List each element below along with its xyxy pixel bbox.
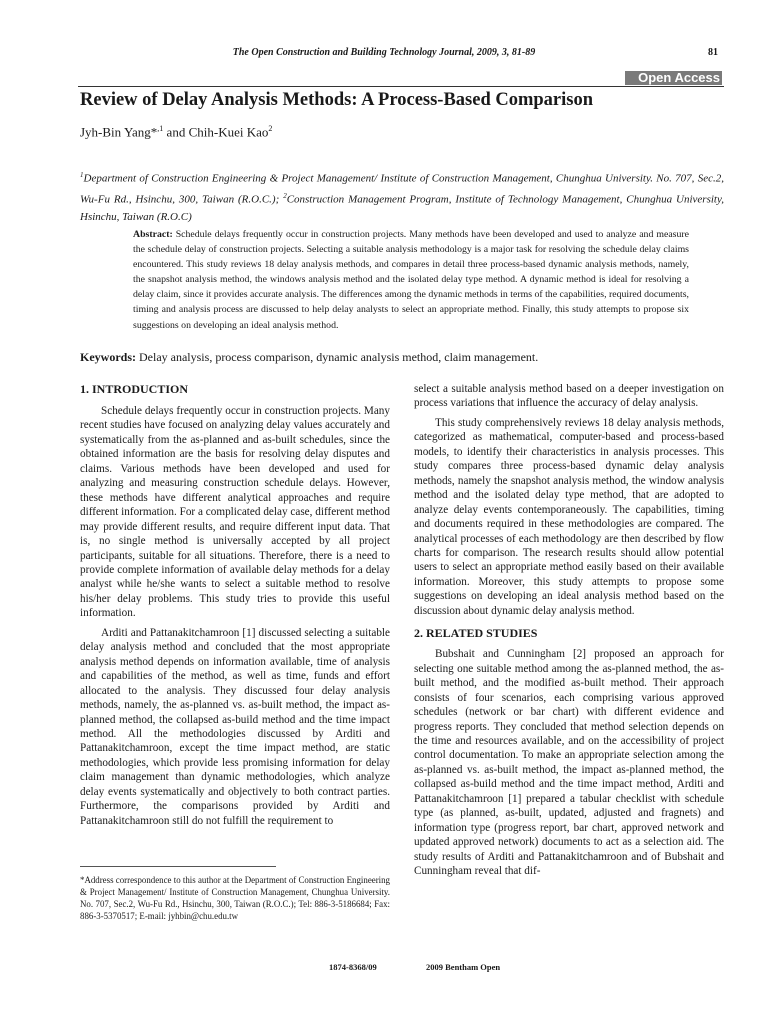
abstract-text: Schedule delays frequently occur in construction projects. Many methods have been developed and used to analyze and measure the schedule delay of construction projects. Selecting a suitable analysis methodology is a major task for resolving the schedule delay claims encountered. This study reviews 18 delay analysis methods, and compares in detail three process-based dynamic analysis methods, namely, the snapshot analysis method, the windows analysis method and the isolated delay type method. A dynamic method is ideal for resolving a delay claim, since it provides accurate analysis. The differences among the dynamic methods in terms of the capabilities, required documents, timing and analysis process are discussed to help delay analysts to select an appropriate method. Finally, this study attempts to propose six suggestions on developing an ideal analysis method. [133, 229, 690, 331]
affiliation-2-mark: 2 [283, 192, 287, 201]
running-header: The Open Construction and Building Technology Journal, 2009, 3, 81-89 [232, 47, 536, 58]
publisher-line: 2009 Bentham Open [426, 962, 501, 972]
paragraph: This study comprehensively reviews 18 delay analysis methods, categorized as mathematical, computer-based and process-based models, to identify their characteristics in analysis processes. This study compares three process-based dynamic delay analysis methods, namely the snapshot analysis method, the window analysis method and the isolated delay type method, that are adopted to analyze delay events contemporaneously. The capabilities, timing and documents required in these methodologies are compared. The analytical processes of each methodology are then described by flow charts for comparison. The research results should allow potential users to select an appropriate method easily based on their available information. Moreover, this study attempts to propose some suggestions on developing an ideal analysis method based on the discussion about dynamic delay analysis method. [414, 416, 724, 617]
affiliation-1-mark: 1 [80, 171, 84, 179]
paper-title: Review of Delay Analysis Methods: A Process-Based Comparison [80, 90, 594, 110]
paragraph: select a suitable analysis method based on a deeper investigation on process variations that influence the accuracy of delay analysis. [414, 383, 724, 410]
affiliation-2: Construction Management Program, Institute of Technology Management, Chunghua University, Hsinchu, Taiwan (R.O.C) [80, 193, 725, 224]
paragraph: Bubshait and Cunningham [2] proposed an approach for selecting one suitable method among the as-planned method, the as-built method, and the modified as-built method. Their approach consists of four scenarios, each comprising various approved schedules (network or bar chart) with different evidence and progress reports. They concluded that method selection depends on the time and resources available, and on the accessibility of project control documentation. To make an appropriate selection among the as-planned vs. as-built method, the impact as-planned method, the collapsed as-build method and the time impact method, Arditi and Pattanakitchamroon [1] prepared a tabular checklist with schedule type (as planned, as-built, updated, adjusted and fragnets) and information type (progress report, bar chart, approved network and updated approved network) documents to act as a selection aid. The study results of Arditi and Pattanakitchamroon and of Bubshait and Cunningham reveal that dif- [414, 648, 724, 878]
page-number: 81 [708, 47, 718, 58]
paragraph: Arditi and Pattanakitchamroon [1] discussed selecting a suitable delay analysis method and concluded that the most appropriate analysis method depends on information available, time of analysis and capabilities of the method, as well as time, funds and effort allocated to the analysis. They discussed four delay analysis methods, namely, the as-planned vs. as-built method, the impact as-planned method, the collapsed as-build method and the time impact method. All the methodologies discussed by Arditi and Pattanakitchamroon, except the time impact method, are static methodologies, which provide less promising information for delay claim management than dynamic methodologies, which analyze delay events systematically and objectively to both contract parties. Furthermore, the comparisons provided by Arditi and Pattanakitchamroon still do not fulfill the requirement to [80, 626, 390, 827]
footnote-rule [80, 866, 276, 867]
author-1-affiliation-mark: ,1 [157, 124, 164, 133]
keywords-text: Delay analysis, process comparison, dynamic analysis method, claim management. [139, 350, 539, 364]
affiliations [80, 167, 724, 227]
section-heading-related-studies: 2. RELATED STUDIES [414, 626, 538, 641]
author-2: Chih-Kuei Kao [188, 124, 269, 140]
header-rule [78, 86, 724, 87]
section-heading-introduction: 1. INTRODUCTION [80, 382, 189, 396]
author-1: Jyh-Bin Yang* [80, 124, 158, 140]
correspondence-footnote: *Address correspondence to this author at the Department of Construction Engineering & Project Management/ Institute of Construction Management, Chunghua University. No. 707, Sec.2, Wu-Fu Rd., Hsinchu, 300, Taiwan (R.O.C.); Tel: 886-3-5186684; Fax: 886-3-5370517; E-mail: jyhbin@chu.edu.tw [80, 875, 390, 922]
open-access-badge: Open Access [625, 71, 722, 85]
affiliation-1: Department of Construction Engineering & Project Management/ Institute of Construction Management, Chunghua University. No. 707, Sec.2, Wu-Fu Rd., Hsinchu, 300, Taiwan (R.O.C.); [80, 172, 724, 206]
issn: 1874-8368/09 [329, 962, 377, 972]
author-list [80, 124, 272, 140]
keywords [80, 350, 724, 365]
paragraph: Schedule delays frequently occur in construction projects. Many recent studies have focused on analyzing delay values accurately and systematically from the as-planned and as-built schedules, since the obtained information are the basis for resolving delay disputes and claims. Various methods have been developed and used for analyzing and measuring construction schedule delays. However, these methods have different analytical approaches and require different information. For a complicated delay case, different method may provide different results, and require different input data. That is, no single method is universally accepted by all project participants, suitable for all situations. Therefore, there is a need to provide complete information of available delay methods for a delay analyst while he/she wants to select a suitable method to resolve his/her delay problems. This study tries to provide this useful information. [80, 405, 390, 620]
abstract [133, 227, 689, 333]
keywords-label: Keywords: [80, 350, 136, 364]
left-column [80, 382, 390, 828]
author-connector: and [163, 124, 189, 140]
abstract-label: Abstract: [133, 229, 173, 240]
author-2-affiliation-mark: 2 [268, 124, 273, 133]
right-column [414, 382, 724, 879]
